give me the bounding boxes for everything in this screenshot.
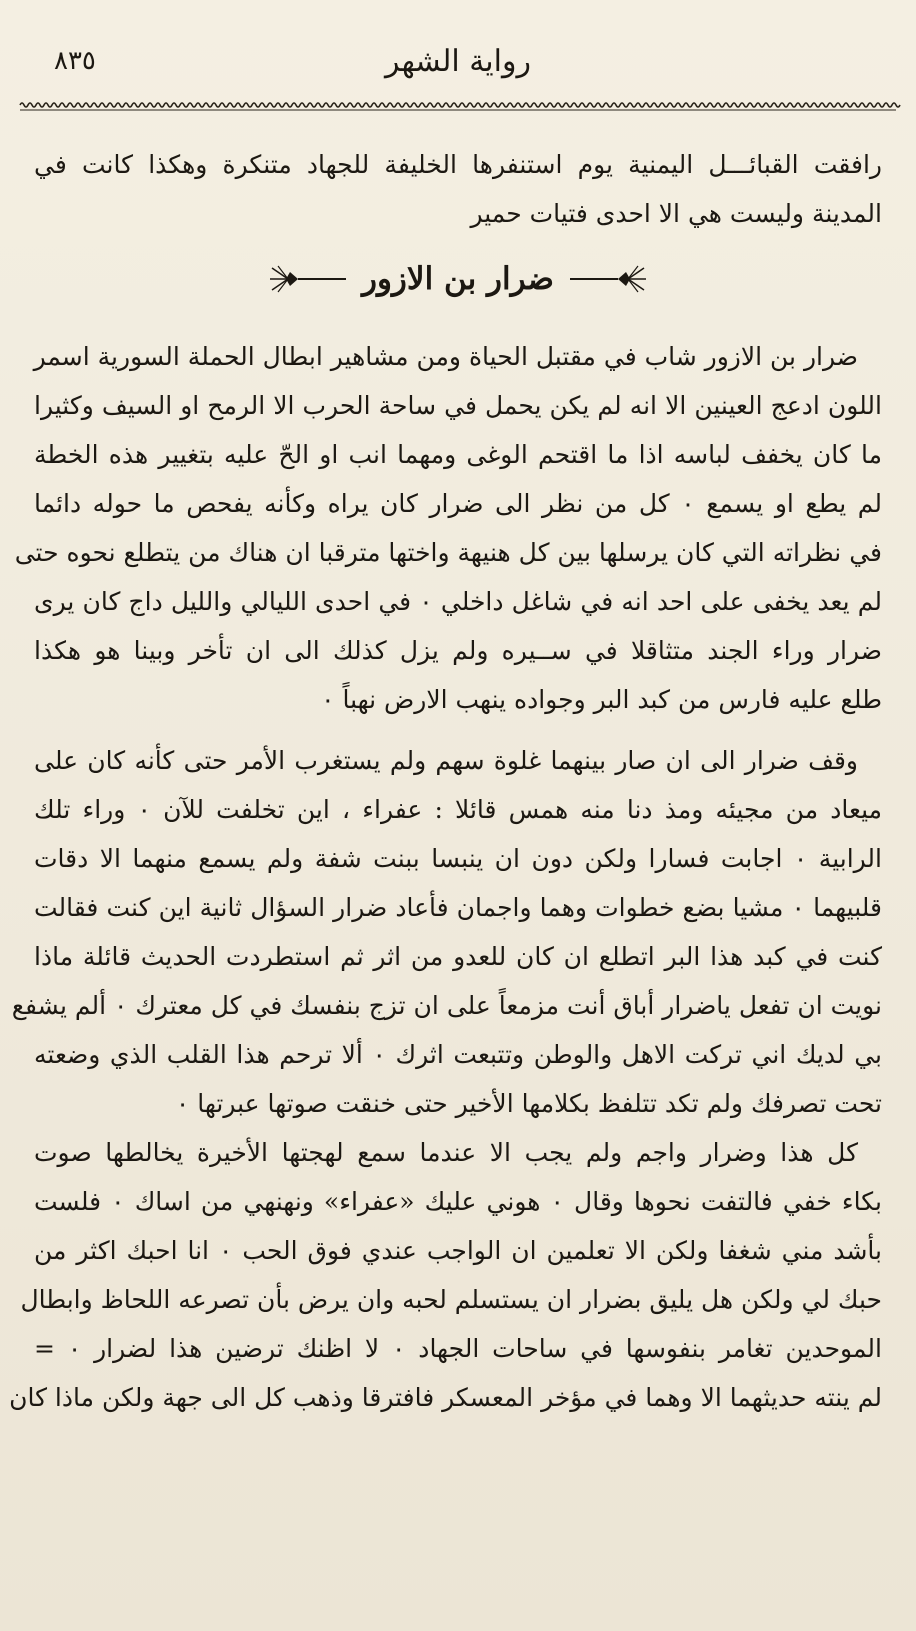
- text-line: بكاء خفي فالتفت نحوها وقال ٠ هوني عليك «عفراء» ونهنهي من اساك ٠ فلست: [34, 1187, 882, 1216]
- text-line: كل هذا وضرار واجم ولم يجب الا عندما سمع لهجتها الأخيرة يخالطها صوت: [34, 1138, 858, 1167]
- text-line: اللون ادعج العينين الا انه لم يكن يحمل في ساحة الحرب الا الرمح او السيف وكثيرا: [34, 391, 882, 420]
- text-line: ضرار بن الازور شاب في مقتبل الحياة ومن مشاهير ابطال الحملة السورية اسمر: [33, 342, 858, 371]
- text-line: لم ينته حديثهما الا وهما في مؤخر المعسكر فافترقا وذهب كل الى جهة ولكن ماذا كان: [9, 1383, 882, 1412]
- paragraph: [11, 736, 882, 1128]
- text-line: ميعاد من مجيئه ومذ دنا منه همس قائلا : عفراء ، اين تخلفت للآن ٠ وراء تلك: [34, 795, 882, 824]
- text-line: نويت ان تفعل ياضرار أباق أنت مزمعاً على ان تزج بنفسك في كل معترك ٠ ألم يشفع: [11, 991, 882, 1020]
- text-line: كنت في كبد هذا البر اتطلع ان كان للعدو من اثر ثم استطردت الحديث قائلة ماذا: [34, 942, 882, 971]
- text-line: ضرار وراء الجند متثاقلا في ســيره ولم يزل كذلك الى ان تأخر وبينا هو هكذا: [34, 636, 882, 665]
- paragraph-intro: [34, 140, 882, 238]
- header-wavy-rule: [20, 100, 896, 112]
- wavy-rule-graphic: [20, 100, 896, 112]
- text-line: الرابية ٠ اجابت فسارا ولكن دون ان ينبسا ببنت شفة ولم يسمع منهما الا دقات: [34, 844, 882, 873]
- text-line: حبك لي ولكن هل يليق بضرار ان يستسلم لحبه وان يرض بأن تصرعه اللحاظ وابطال: [20, 1285, 882, 1314]
- running-title: رواية الشهر: [385, 44, 531, 79]
- page-header: [40, 40, 876, 90]
- text-line: المدينة وليست هي الا احدى فتيات حمير: [470, 199, 882, 228]
- page-number: ٨٣٥: [54, 46, 96, 76]
- text-line: تحت تصرفك ولم تكد تتلفظ بكلامها الأخير حتى خنقت صوتها عبرتها ٠: [175, 1089, 882, 1118]
- text-line: بي لديك اني تركت الاهل والوطن وتتبعت اثرك ٠ ألا ترحم هذا القلب الذي وضعته: [34, 1040, 882, 1069]
- text-line: الموحدين تغامر بنفوسها في ساحات الجهاد ٠ لا اظنك ترضين هذا لضرار ٠ =: [34, 1334, 882, 1363]
- text-line: لم يعد يخفى على احد انه في شاغل داخلي ٠ في احدى الليالي والليل داج كان يرى: [34, 587, 882, 616]
- paragraph: [9, 1128, 882, 1422]
- text-line: وقف ضرار الى ان صار بينهما غلوة سهم ولم يستغرب الأمر حتى كأنه كان على: [34, 746, 859, 775]
- text-line: رافقت القبائـــل اليمنية يوم استنفرها الخليفة للجهاد متنكرة وهكذا كانت في: [34, 150, 882, 179]
- ornament-flourish-icon: [568, 264, 648, 294]
- text-line: لم يطع او يسمع ٠ كل من نظر الى ضرار كان يراه وكأنه يفحص ما حوله دائما: [34, 489, 882, 518]
- text-line: بأشد مني شغفا ولكن الا تعلمين ان الواجب عندي فوق الحب ٠ انا احبك اكثر من: [34, 1236, 882, 1265]
- text-line: طلع عليه فارس من كبد البر وجواده ينهب الارض نهباً ٠: [321, 685, 882, 714]
- text-line: قلبيهما ٠ مشيا بضع خطوات وهما واجمان فأعاد ضرار السؤال ثانية اين كنت فقالت: [34, 893, 882, 922]
- document-body: [9, 140, 882, 1422]
- section-title: ضرار بن الازور: [361, 261, 555, 297]
- ornament-flourish-icon: [268, 264, 348, 294]
- section-heading: [34, 244, 882, 314]
- text-line: في نظراته التي كان يرسلها بين كل هنيهة واختها مترقبا ان هناك من يتطلع نحوه حتى: [14, 538, 882, 567]
- text-line: ما كان يخفف لباسه اذا ما اقتحم الوغى ومهما انب او الحّ عليه بتغيير هذه الخطة: [34, 440, 882, 469]
- paragraph: [14, 332, 882, 724]
